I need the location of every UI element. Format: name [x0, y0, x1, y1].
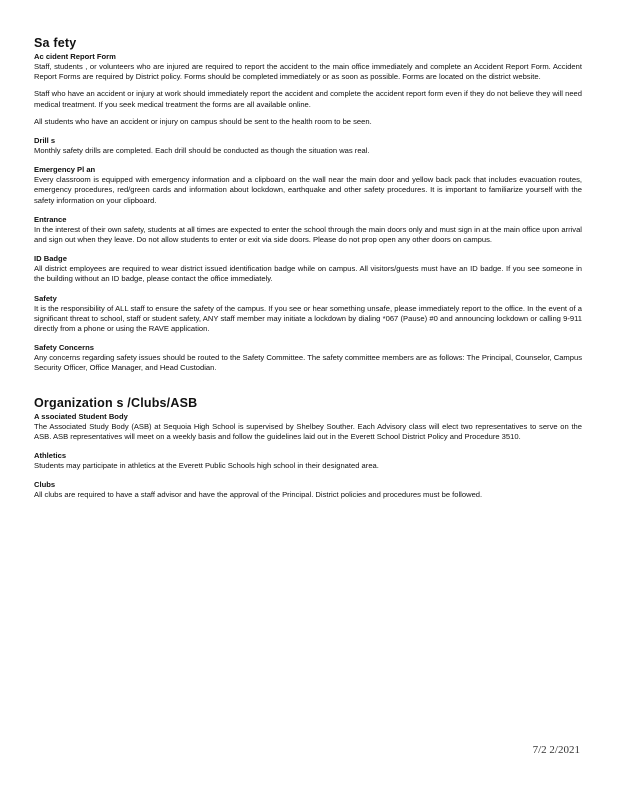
emergency-plan-paragraph: Every classroom is equipped with emergency information and a clipboard on the wall near the main door and yellow back pack that includes evacuation routes, emergency procedures, red/green cards and information about lockdown, earthquake and other safety procedures. It is important to familiarize yourself with the safety information on your clipboard.	[34, 175, 582, 205]
athletics-heading: Athletics	[34, 451, 67, 461]
athletics-paragraph: Students may participate in athletics at the Everett Public Schools high school in their designated area.	[34, 461, 379, 471]
drills-paragraph: Monthly safety drills are completed. Each drill should be conducted as though the situation was real.	[34, 146, 370, 156]
drills-heading: Drill s	[34, 136, 56, 146]
accident-report-paragraph-1: Staff, students , or volunteers who are injured are required to report the accident to the main office immediately and complete an Accident Report Form. Accident Report Forms are required by District policy. Forms should be completed immediately or as soon as possible. Forms are located on the district website.	[34, 62, 582, 82]
safety-heading: Safety	[34, 293, 57, 303]
safety-paragraph: It is the responsibility of ALL staff to ensure the safety of the campus. If you see or hear something unsafe, please immediately report to the office. In the event of a significant threat to school, staff or student safety, ANY staff member may initiate a lockdown by dialing *067 (Pause) #0 and announcing lockdown or calling 9-911 directly from a phone or using the RAVE application.	[34, 303, 582, 334]
page-content	[34, 36, 582, 500]
entrance-heading: Entrance	[34, 214, 67, 224]
clubs-paragraph: All clubs are required to have a staff advisor and have the approval of the Principal. District policies and procedures must be followed.	[34, 490, 483, 500]
safety-title: Sa fety	[34, 36, 77, 50]
id-badge-heading: ID Badge	[34, 254, 67, 264]
asb-paragraph: The Associated Study Body (ASB) at Sequoia High School is supervised by Shelbey Souther. Each Advisory class will elect two representatives to serve on the ASB. ASB representatives will meet on a weekly basis and follow the guidelines laid out in the Everett School District Policy and Procedure 3510.	[34, 421, 582, 441]
emergency-plan-heading: Emergency Pl an	[34, 165, 96, 175]
entrance-paragraph: In the interest of their own safety, students at all times are expected to enter the school through the main doors only and must sign in at the main office upon arrival and sign out when they leave. Do not allow students to enter or exit via side doors. Please do not prop open any other doors on campus.	[34, 224, 582, 245]
clubs-heading: Clubs	[34, 480, 56, 490]
footer-date: 7/2 2/2021	[532, 744, 580, 756]
asb-heading: A ssociated Student Body	[34, 411, 128, 421]
id-badge-paragraph: All district employees are required to wear district issued identification badge while on campus. All visitors/guests must have an ID badge. If you see someone in the building without an ID badge, please contact the office immediately.	[34, 264, 582, 284]
accident-report-paragraph-3: All students who have an accident or injury on campus should be sent to the health room to be seen.	[34, 116, 372, 126]
accident-report-heading: Ac cident Report Form	[34, 52, 116, 61]
organizations-title: Organization s /Clubs/ASB	[34, 395, 198, 410]
safety-concerns-paragraph: Any concerns regarding safety issues should be routed to the Safety Committee. The safety committee members are as follows: The Principal, Counselor, Campus Security Officer, Office Manager, and Head Custodian.	[34, 353, 582, 373]
accident-report-paragraph-2: Staff who have an accident or injury at work should immediately report the accident and complete the accident report form even if they do not believe they will need medical treatment. If you seek medical treatment the forms are all available online.	[34, 89, 582, 109]
safety-concerns-heading: Safety Concerns	[34, 343, 94, 353]
